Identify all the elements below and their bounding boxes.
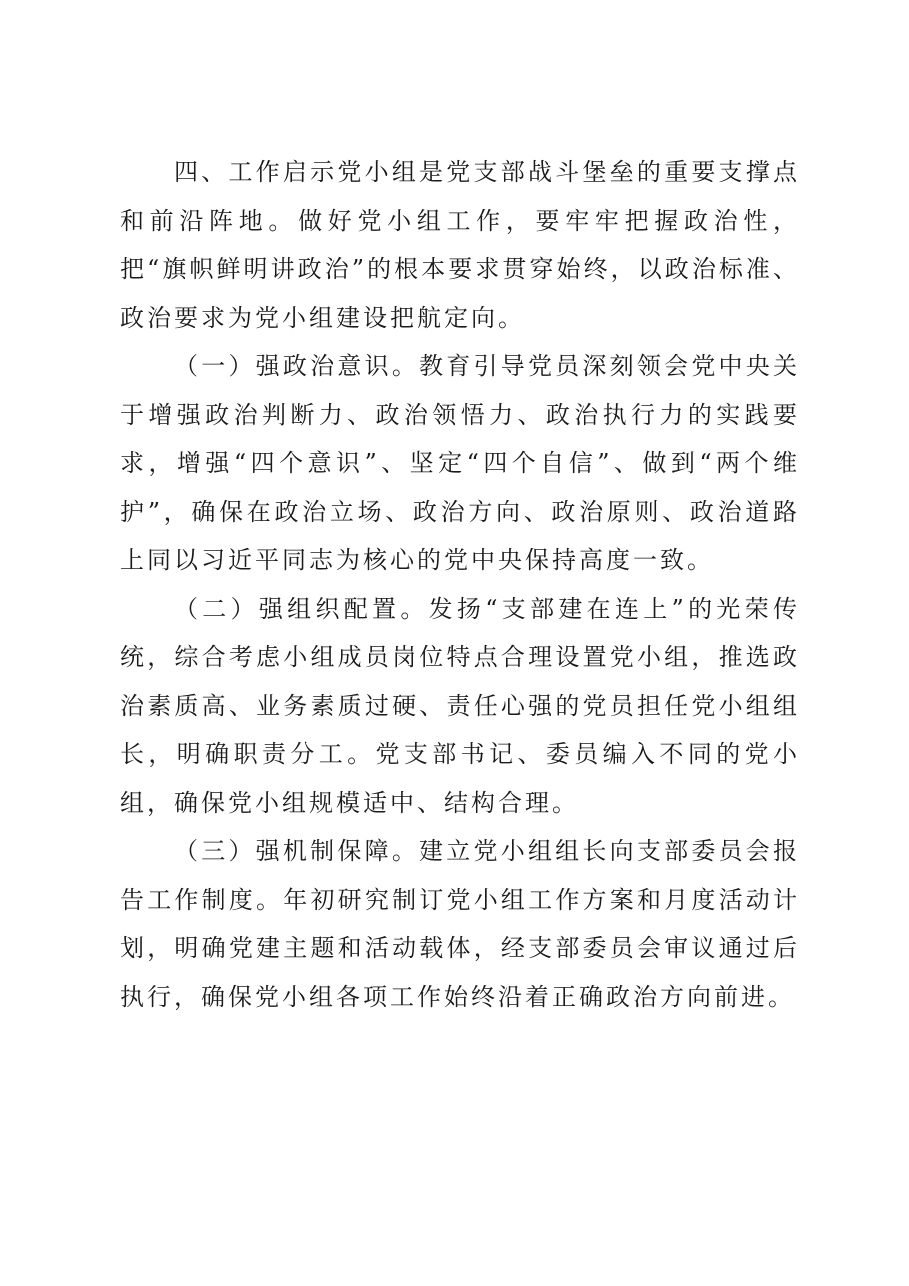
paragraph-political-awareness: （一）强政治意识。教育引导党员深刻领会党中央关于增强政治判断力、政治领悟力、政治执行力的实践要求，增强“四个意识”、坚定“四个自信”、做到“两个维护”，确保在政治立场、政治方向、政治原则、政治道路上同以习近平同志为核心的党中央保持高度一致。: [120, 352, 800, 574]
paragraph-mechanism-guarantee: （三）强机制保障。建立党小组组长向支部委员会报告工作制度。年初研究制订党小组工作方案和月度活动计划，明确党建主题和活动载体，经支部委员会审议通过后执行，确保党小组各项工作始终沿着正确政治方向前进。: [120, 837, 800, 1011]
paragraph-work-insights: 四、工作启示党小组是党支部战斗堡垒的重要支撑点和前沿阵地。做好党小组工作，要牢牢把握政治性，把“旗帜鲜明讲政治”的根本要求贯穿始终，以政治标准、政治要求为党小组建设把航定向。: [120, 158, 800, 332]
paragraph-organization-configuration: （二）强组织配置。发扬“支部建在连上”的光荣传统，综合考虑小组成员岗位特点合理设置党小组，推选政治素质高、业务素质过硬、责任心强的党员担任党小组组长，明确职责分工。党支部书记、委员编入不同的党小组，确保党小组规模适中、结构合理。: [120, 594, 800, 817]
document-body: [120, 148, 800, 1021]
